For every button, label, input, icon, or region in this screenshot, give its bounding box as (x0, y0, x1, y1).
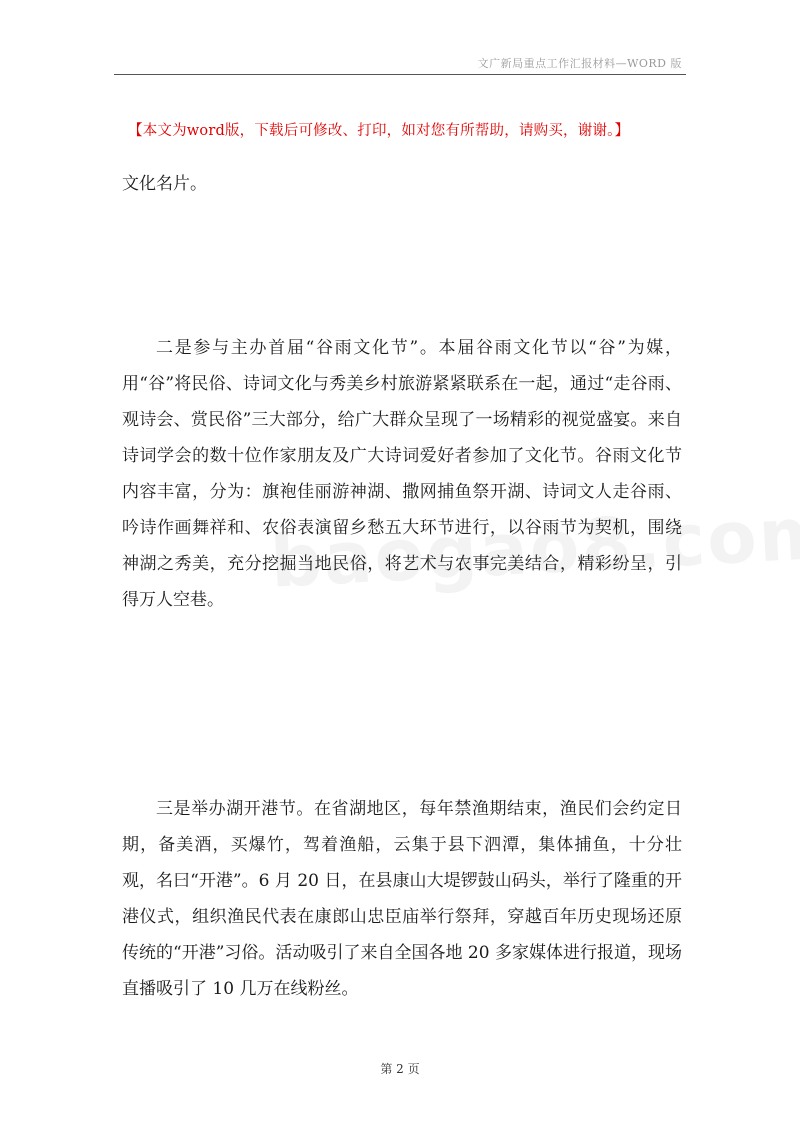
purchase-notice: 【本文为word版，下载后可修改、打印，如对您有所帮助，请购买，谢谢。】 (128, 123, 630, 139)
paragraph-kaigang-festival: 三是举办湖开港节。在省湖地区，每年禁渔期结束，渔民们会约定日期，备美酒，买爆竹，驾着渔船，云集于县下泗潭，集体捕鱼，十分壮观，名曰“开港”。6 月 20 日，在县康山大堤锣鼓山码头，举行了隆重的开港仪式，组织渔民代表在康郎山忠臣庙举行祭拜，穿越百年历史现场还原传统的“开港”习俗。活动吸引了来自全国各地 20 多家媒体进行报道，现场直播吸引了 10 几万在线粉丝。 (122, 799, 682, 999)
lead-line: 文化名片。 (122, 174, 207, 194)
header-divider (114, 74, 686, 75)
page-number: 第 2 页 (380, 1062, 420, 1076)
header-title: 文广新局重点工作汇报材料—WORD 版 (477, 57, 682, 70)
paragraph-guyu-festival: 二是参与主办首届“谷雨文化节”。本届谷雨文化节以“谷”为媒，用“谷”将民俗、诗词文化与秀美乡村旅游紧紧联系在一起，通过“走谷雨、观诗会、赏民俗”三大部分，给广大群众呈现了一场精彩的视觉盛宴。来自诗词学会的数十位作家朋友及广大诗词爱好者参加了文化节。谷雨文化节内容丰富，分为：旗袍佳丽游神湖、撒网捕鱼祭开湖、诗词文人走谷雨、吟诗作画舞祥和、农俗表演留乡愁五大环节进行，以谷雨节为契机，围绕神湖之秀美，充分挖掘当地民俗，将艺术与农事完美结合，精彩纷呈，引得万人空巷。 (122, 338, 682, 610)
